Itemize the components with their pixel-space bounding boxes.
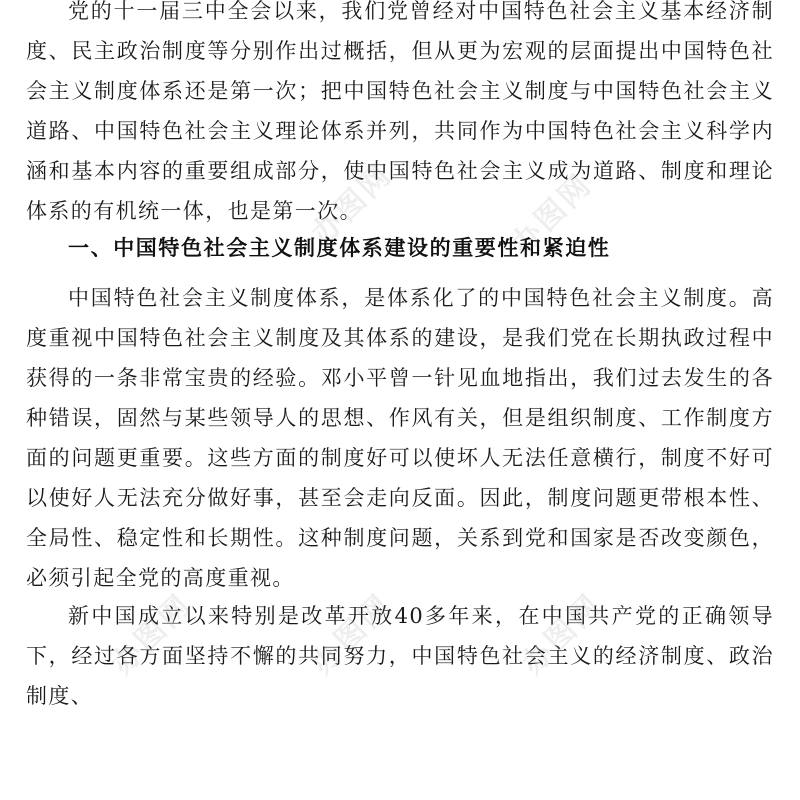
watermark-text: 办图网 xyxy=(304,157,400,252)
section-heading: 一、中国特色社会主义制度体系建设的重要性和紧迫性 xyxy=(68,236,611,260)
paragraph-since-founding: 新中国成立以来特别是改革开放40多年来，在中国共产党的正确领导下，经过各方面坚持不懈的共同努力，中国特色社会主义的经济制度、政治制度、 xyxy=(26,604,774,708)
paragraph-intro: 党的十一届三中全会以来，我们党曾经对中国特色社会主义基本经济制度、民主政治制度等分别作出过概括，但从更为宏观的层面提出中国特色社会主义制度体系还是第一次；把中国特色社会主义制度与中国特色社会主义道路、中国特色社会主义理论体系并列，共同作为中国特色社会主义科学内涵和基本内容的重要组成部分，使中国特色社会主义成为道路、制度和理论体系的有机统一体，也是第一次。 xyxy=(26,0,774,223)
watermark-text: 办图网 xyxy=(104,587,200,682)
watermark-text: 办图网 xyxy=(504,167,600,262)
watermark-text: 办图网 xyxy=(514,587,610,682)
watermark-text: 办图网 xyxy=(304,587,400,682)
paragraph-importance: 中国特色社会主义制度体系，是体系化了的中国特色社会主义制度。高度重视中国特色社会主义制度及其体系的建设，是我们党在长期执政过程中获得的一条非常宝贵的经验。邓小平曾一针见血地指出，我们过去发生的各种错误，固然与某些领导人的思想、作风有关，但是组织制度、工作制度方面的问题更重要。这些方面的制度好可以使坏人无法任意横行，制度不好可以使好人无法充分做好事，甚至会走向反面。因此，制度问题更带根本性、全局性、稳定性和长期性。这种制度问题，关系到党和国家是否改变颜色，必须引起全党的高度重视。 xyxy=(26,286,774,590)
